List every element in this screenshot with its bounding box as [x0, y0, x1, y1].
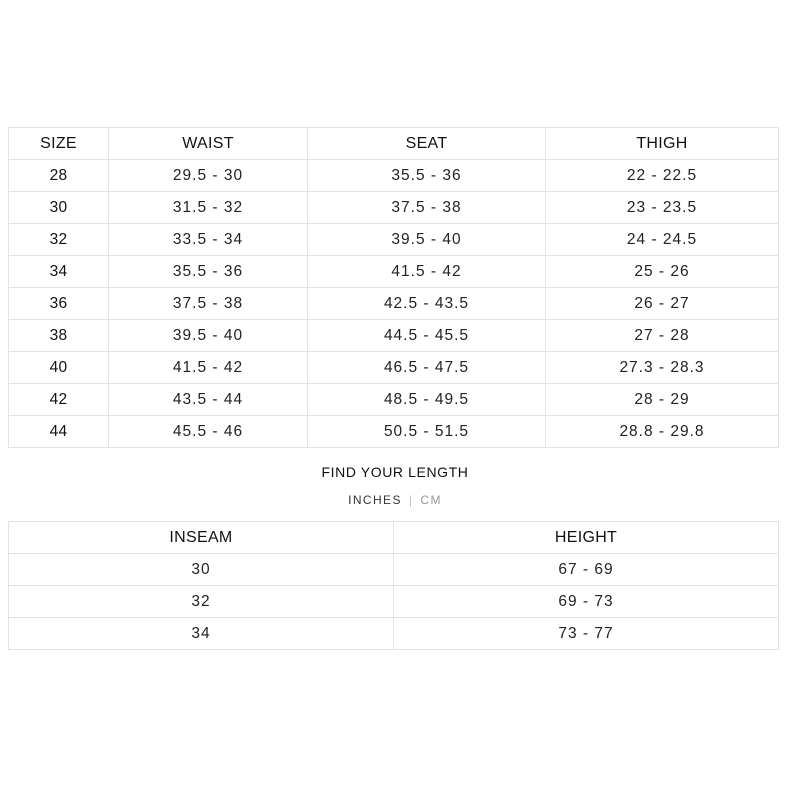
waist-cell: 29.5 - 30: [109, 160, 308, 192]
length-chart-header-row: [9, 522, 779, 554]
seat-cell: 41.5 - 42: [308, 256, 546, 288]
table-row: [9, 384, 779, 416]
thigh-cell: 25 - 26: [546, 256, 779, 288]
size-chart-table: [8, 127, 779, 448]
size-cell: 30: [9, 192, 109, 224]
header-thigh: THIGH: [546, 128, 779, 160]
seat-cell: 37.5 - 38: [308, 192, 546, 224]
thigh-cell: 27 - 28: [546, 320, 779, 352]
height-cell: 73 - 77: [394, 618, 779, 650]
seat-cell: 46.5 - 47.5: [308, 352, 546, 384]
seat-cell: 50.5 - 51.5: [308, 416, 546, 448]
thigh-cell: 22 - 22.5: [546, 160, 779, 192]
header-inseam: INSEAM: [9, 522, 394, 554]
thigh-cell: 28.8 - 29.8: [546, 416, 779, 448]
size-cell: 44: [9, 416, 109, 448]
size-cell: 28: [9, 160, 109, 192]
waist-cell: 33.5 - 34: [109, 224, 308, 256]
waist-cell: 37.5 - 38: [109, 288, 308, 320]
table-row: [9, 224, 779, 256]
table-row: [9, 192, 779, 224]
size-chart-header-row: [9, 128, 779, 160]
thigh-cell: 26 - 27: [546, 288, 779, 320]
height-cell: 69 - 73: [394, 586, 779, 618]
waist-cell: 43.5 - 44: [109, 384, 308, 416]
seat-cell: 39.5 - 40: [308, 224, 546, 256]
seat-cell: 44.5 - 45.5: [308, 320, 546, 352]
size-cell: 32: [9, 224, 109, 256]
table-row: [9, 160, 779, 192]
find-your-length-title: FIND YOUR LENGTH: [321, 464, 469, 480]
waist-cell: 39.5 - 40: [109, 320, 308, 352]
thigh-cell: 23 - 23.5: [546, 192, 779, 224]
seat-cell: 48.5 - 49.5: [308, 384, 546, 416]
seat-cell: 35.5 - 36: [308, 160, 546, 192]
table-row: [9, 586, 779, 618]
seat-cell: 42.5 - 43.5: [308, 288, 546, 320]
size-cell: 36: [9, 288, 109, 320]
thigh-cell: 28 - 29: [546, 384, 779, 416]
header-waist: WAIST: [109, 128, 308, 160]
size-cell: 38: [9, 320, 109, 352]
header-height: HEIGHT: [394, 522, 779, 554]
waist-cell: 31.5 - 32: [109, 192, 308, 224]
header-seat: SEAT: [308, 128, 546, 160]
thigh-cell: 24 - 24.5: [546, 224, 779, 256]
unit-separator: |: [408, 493, 414, 507]
size-cell: 40: [9, 352, 109, 384]
table-row: [9, 352, 779, 384]
height-cell: 67 - 69: [394, 554, 779, 586]
table-row: [9, 288, 779, 320]
table-row: [9, 320, 779, 352]
table-row: [9, 618, 779, 650]
length-chart-table: [8, 521, 779, 650]
cm-toggle[interactable]: CM: [420, 493, 442, 507]
thigh-cell: 27.3 - 28.3: [546, 352, 779, 384]
unit-toggle: [0, 493, 790, 507]
header-size: SIZE: [9, 128, 109, 160]
table-row: [9, 554, 779, 586]
table-row: [9, 256, 779, 288]
waist-cell: 41.5 - 42: [109, 352, 308, 384]
waist-cell: 35.5 - 36: [109, 256, 308, 288]
size-cell: 34: [9, 256, 109, 288]
table-row: [9, 416, 779, 448]
size-cell: 42: [9, 384, 109, 416]
inseam-cell: 30: [9, 554, 394, 586]
inseam-cell: 34: [9, 618, 394, 650]
waist-cell: 45.5 - 46: [109, 416, 308, 448]
inches-toggle[interactable]: INCHES: [348, 493, 402, 507]
inseam-cell: 32: [9, 586, 394, 618]
